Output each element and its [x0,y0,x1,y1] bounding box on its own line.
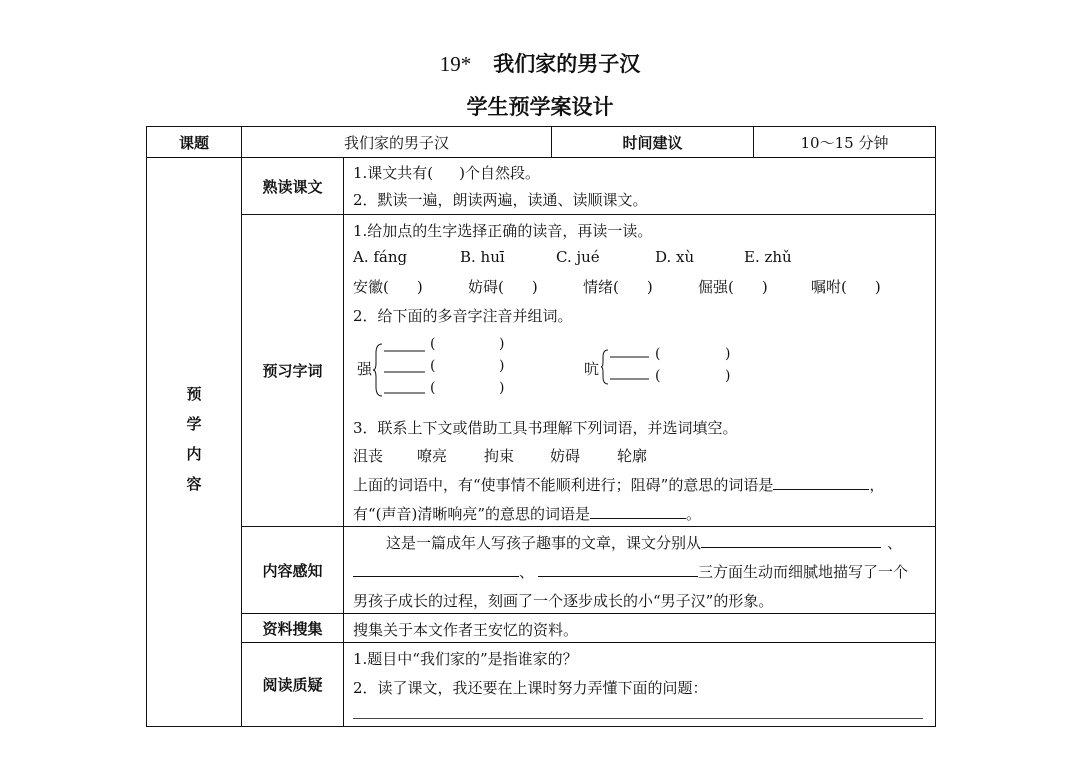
poly1-paren-open-3: ( [430,380,436,396]
vocab-2: 嘹亮 [417,447,448,465]
content-line-2: 、 三方面生动而细腻地描写了一个 [353,561,908,582]
lesson-number: 19* [439,52,472,76]
vocab-4: 妨碍 [550,447,581,465]
vocab-3: 拘束 [484,447,515,465]
poly1-paren-close-3: ) [499,380,505,396]
page-subtitle: 学生预学案设计 [466,95,614,119]
poly1-paren-close-1: ) [499,336,505,352]
side-label-1: 预 [186,385,202,403]
word-5: 嘱咐( ) [811,278,881,296]
topic-value: 我们家的男子汉 [343,133,449,152]
pinyin-option-e: E. zhǔ [744,248,792,266]
lesson-title: 我们家的男子汉 [493,52,641,76]
side-label-4: 容 [186,475,202,493]
section-label-preview: 预习字词 [262,362,323,380]
page-title [0,48,1080,78]
preview-q2: 2．给下面的多音字注音并组词。 [353,307,573,325]
content-line-3: 男孩子成长的过程，刻画了一个逐步成长的小“男子汉”的形象。 [353,592,774,610]
side-label-2: 学 [186,415,202,433]
poly1-paren-close-2: ) [499,358,505,374]
side-label-3: 内 [186,445,202,463]
poly1-paren-open-2: ( [430,358,436,374]
word-3: 情绪( ) [583,278,653,296]
word-2: 妨碍( ) [468,278,538,296]
polyphone-brace-1 [373,339,513,401]
read-line-1: 1.课文共有( )个自然段。 [353,164,541,182]
poly2-paren-open-1: ( [655,346,661,362]
time-label: 时间建议 [622,133,683,152]
section-label-collect: 资料搜集 [262,619,323,638]
polyphone-brace-2 [601,345,681,389]
topic-label: 课题 [178,133,209,152]
pinyin-option-b: B. huī [460,248,505,266]
poly2-paren-open-2: ( [655,368,661,384]
pinyin-option-d: D. xù [655,248,695,266]
section-label-content: 内容感知 [262,561,323,580]
poly2-paren-close-1: ) [725,346,731,362]
pinyin-option-c: C. jué [556,248,600,266]
section-label-question: 阅读质疑 [262,676,323,694]
question-2: 2．读了课文，我还要在上课时努力弄懂下面的问题： [353,679,708,697]
polyphone-char-1: 强 [357,360,373,378]
vocab-1: 沮丧 [353,447,384,465]
worksheet-table [146,126,936,727]
polyphone-char-2: 吭 [584,360,600,378]
word-4: 倔强( ) [698,278,768,296]
preview-q1: 1.给加点的生字选择正确的读音，再读一读。 [353,222,653,240]
fill-sentence-2: 有“(声音)清晰响亮”的意思的词语是 。 [353,505,702,523]
preview-q3: 3．联系上下文或借助工具书理解下列词语，并选词填空。 [353,419,738,437]
poly1-paren-open-1: ( [430,336,436,352]
vocab-5: 轮廓 [617,447,648,465]
word-1: 安徽( ) [353,278,423,296]
content-line-1: 这是一篇成年人写孩子趣事的文章，课文分别从 、 [386,534,903,552]
time-value: 10～15 分钟 [800,133,889,152]
poly2-paren-close-2: ) [725,368,731,384]
collect-text: 搜集关于本文作者王安忆的资料。 [353,621,579,639]
fill-sentence-1: 上面的词语中，有“使事情不能顺利进行；阻碍”的意思的词语是 ， [353,476,885,494]
read-line-2: 2．默读一遍，朗读两遍，读通、读顺课文。 [353,191,648,209]
answer-line [353,718,923,719]
pinyin-option-a: A. fáng [353,248,408,266]
question-1: 1.题目中“我们家的”是指谁家的？ [353,650,578,668]
section-label-read: 熟读课文 [262,177,323,196]
